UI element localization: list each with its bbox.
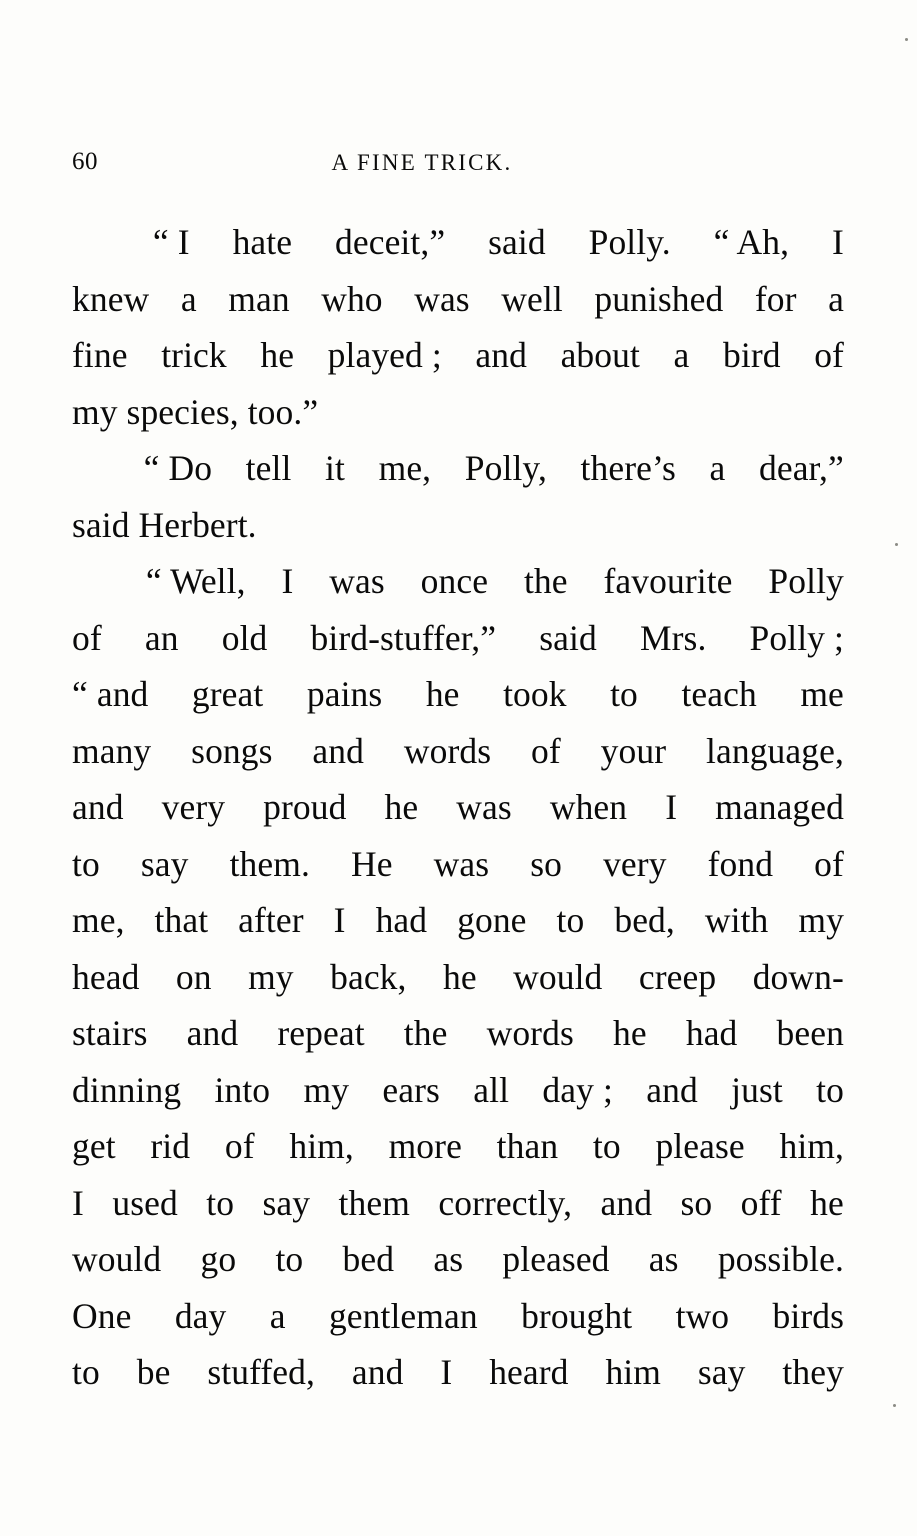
- line-word: that: [154, 900, 209, 940]
- line-word: dear,”: [758, 448, 844, 488]
- line-word: after: [238, 900, 304, 940]
- line-word: said: [488, 222, 546, 262]
- line-word: dinning: [72, 1069, 182, 1110]
- line-word: repeat: [277, 1013, 365, 1053]
- line-word: for: [754, 278, 797, 319]
- line-word: get: [72, 1126, 116, 1166]
- text-line: my species, too.”: [72, 391, 319, 432]
- line-word: bird: [723, 335, 781, 375]
- line-word: favourite: [603, 561, 733, 601]
- line-word: had: [685, 1013, 738, 1053]
- paragraph-2: [72, 440, 844, 553]
- line-word: down-: [752, 956, 844, 997]
- line-word: him: [605, 1352, 661, 1392]
- line-word: was: [433, 843, 490, 884]
- line-word: I: [832, 222, 844, 262]
- line-word: punished: [594, 278, 724, 319]
- text-line: [72, 892, 844, 949]
- line-word: him,: [289, 1126, 354, 1166]
- line-word: rid: [150, 1126, 191, 1166]
- line-word: go: [200, 1239, 237, 1279]
- line-word: possible.: [717, 1239, 844, 1279]
- line-word: fond: [707, 843, 774, 884]
- line-word: and: [646, 1069, 698, 1110]
- running-head: A FINE TRICK.: [331, 150, 513, 175]
- line-word: old: [221, 617, 268, 658]
- line-word: knew: [72, 278, 150, 319]
- line-word: many: [72, 730, 152, 771]
- line-word: and: [312, 730, 364, 771]
- line-word: I: [72, 1182, 84, 1223]
- text-line: [72, 1118, 844, 1175]
- line-word: proud: [263, 787, 347, 827]
- page-edge-speck: [893, 1404, 896, 1407]
- line-word: of: [224, 1126, 255, 1166]
- line-word: words: [403, 730, 492, 771]
- paragraph-1: [72, 214, 844, 440]
- text-line: [72, 1288, 844, 1345]
- line-word: bird-stuffer,”: [310, 617, 497, 658]
- page-number: 60: [72, 148, 98, 175]
- line-word: there’s: [580, 448, 676, 488]
- paragraph-indent: [72, 440, 110, 497]
- line-word: of: [531, 730, 561, 771]
- line-word: gone: [457, 900, 527, 940]
- line-word: correctly,: [438, 1182, 573, 1223]
- line-word: it: [325, 448, 345, 488]
- line-word: he: [442, 956, 477, 997]
- text-line: [72, 1231, 844, 1288]
- line-word: used: [112, 1182, 178, 1223]
- text-line: [72, 1175, 844, 1232]
- line-word: stairs: [72, 1013, 148, 1053]
- page-header: [72, 148, 847, 180]
- line-word: I: [281, 561, 294, 601]
- line-word: two: [675, 1295, 730, 1336]
- line-word: all: [473, 1069, 510, 1110]
- line-word: them.: [229, 843, 310, 884]
- line-word: stuffed,: [207, 1352, 315, 1392]
- line-word: great: [191, 674, 264, 714]
- line-word: to: [610, 674, 638, 714]
- line-word: and: [351, 1352, 404, 1392]
- line-word: ears: [382, 1069, 440, 1110]
- line-word: he: [384, 787, 419, 827]
- line-word: said: [539, 617, 597, 658]
- text-line: [72, 271, 844, 328]
- line-word: a: [828, 278, 844, 319]
- line-word: when: [549, 787, 628, 827]
- page-edge-speck: [905, 38, 908, 41]
- line-word: language,: [706, 730, 844, 771]
- line-word: to: [72, 843, 100, 884]
- line-word: Polly.: [588, 222, 671, 262]
- line-word: bed: [342, 1239, 395, 1279]
- line-word: played ;: [327, 335, 442, 375]
- line-word: of: [72, 617, 102, 658]
- text-line: [72, 723, 844, 780]
- line-word: to: [275, 1239, 304, 1279]
- line-word: songs: [191, 730, 273, 771]
- line-word: teach: [681, 674, 757, 714]
- paragraph-indent: [72, 553, 110, 610]
- text-line: [72, 440, 844, 497]
- paragraph-3: [72, 553, 844, 1401]
- text-line: [72, 214, 844, 271]
- line-word: head: [72, 956, 140, 997]
- line-word: trick: [161, 335, 227, 375]
- line-word: and: [600, 1182, 653, 1223]
- line-word: once: [420, 561, 489, 601]
- line-word: fine: [72, 335, 128, 375]
- line-word: heard: [489, 1352, 569, 1392]
- line-word: day ;: [542, 1069, 613, 1110]
- line-word: creep: [638, 956, 717, 997]
- line-word: would: [72, 1239, 162, 1279]
- line-word: my: [798, 900, 844, 940]
- line-word: Mrs.: [639, 617, 707, 658]
- line-word: “ and: [72, 674, 149, 714]
- line-word: I: [665, 787, 678, 827]
- line-word: him,: [779, 1126, 844, 1166]
- line-word: words: [486, 1013, 574, 1053]
- line-word: birds: [772, 1295, 844, 1336]
- line-word: say: [140, 843, 189, 884]
- line-word: man: [228, 278, 290, 319]
- line-word: a: [709, 448, 726, 488]
- line-word: me,: [72, 900, 125, 940]
- line-word: of: [814, 335, 844, 375]
- line-word: be: [136, 1352, 171, 1392]
- line-word: was: [329, 561, 385, 601]
- line-word: “ I: [152, 222, 190, 262]
- line-word: than: [496, 1126, 559, 1166]
- line-word: “ Ah,: [713, 222, 790, 262]
- line-word: back,: [330, 956, 407, 997]
- line-word: been: [776, 1013, 844, 1053]
- line-word: pleased: [502, 1239, 610, 1279]
- page-edge-speck: [895, 543, 898, 546]
- line-word: very: [603, 843, 667, 884]
- body-text: [72, 214, 844, 1401]
- line-word: my: [303, 1069, 350, 1110]
- line-word: my: [248, 956, 294, 997]
- line-word: just: [731, 1069, 783, 1110]
- line-word: with: [704, 900, 769, 940]
- line-word: pains: [306, 674, 383, 714]
- line-word: please: [655, 1126, 745, 1166]
- line-word: say: [697, 1352, 746, 1392]
- text-line: [72, 779, 844, 836]
- line-word: tell: [245, 448, 292, 488]
- text-line: [72, 1005, 844, 1062]
- line-word: Polly: [768, 561, 844, 601]
- line-word: your: [600, 730, 667, 771]
- line-word: a: [180, 278, 197, 319]
- line-word: “ Do: [143, 448, 213, 488]
- line-word: they: [782, 1352, 844, 1392]
- text-line: [72, 1062, 844, 1119]
- line-word: to: [556, 900, 585, 940]
- line-word: on: [175, 956, 212, 997]
- line-word: would: [513, 956, 603, 997]
- line-word: gentleman: [328, 1295, 478, 1336]
- line-word: managed: [715, 787, 844, 827]
- line-word: Polly ;: [749, 617, 844, 658]
- line-word: a: [269, 1295, 286, 1336]
- line-word: so: [680, 1182, 713, 1223]
- line-word: so: [530, 843, 562, 884]
- line-word: more: [388, 1126, 462, 1166]
- line-word: day: [174, 1295, 227, 1336]
- line-word: to: [72, 1352, 100, 1392]
- line-word: the: [523, 561, 568, 601]
- line-word: he: [260, 335, 295, 375]
- line-word: to: [816, 1069, 844, 1110]
- line-word: who: [321, 278, 383, 319]
- text-line: [72, 836, 844, 893]
- line-word: Polly,: [464, 448, 547, 488]
- line-word: off: [740, 1182, 782, 1223]
- line-word: say: [262, 1182, 311, 1223]
- line-word: into: [214, 1069, 271, 1110]
- line-word: and: [186, 1013, 239, 1053]
- line-word: about: [560, 335, 640, 375]
- text-line: [72, 610, 844, 667]
- line-word: an: [144, 617, 179, 658]
- line-word: bed,: [614, 900, 675, 940]
- line-word: One: [72, 1295, 132, 1336]
- line-word: He: [351, 843, 393, 884]
- line-word: he: [810, 1182, 844, 1223]
- line-word: was: [456, 787, 512, 827]
- line-word: had: [375, 900, 428, 940]
- text-line: said Herbert.: [72, 504, 257, 545]
- text-line: [72, 327, 844, 384]
- line-word: the: [403, 1013, 448, 1053]
- line-word: to: [206, 1182, 235, 1223]
- line-word: took: [503, 674, 567, 714]
- text-line: [72, 553, 844, 610]
- line-word: deceit,”: [335, 222, 446, 262]
- line-word: very: [161, 787, 226, 827]
- text-line: [72, 949, 844, 1006]
- line-word: as: [433, 1239, 464, 1279]
- paragraph-indent: [72, 214, 110, 271]
- line-word: “ Well,: [145, 561, 246, 601]
- line-word: well: [501, 278, 563, 319]
- line-word: brought: [521, 1295, 633, 1336]
- line-word: he: [613, 1013, 647, 1053]
- line-word: hate: [232, 222, 293, 262]
- text-line: [72, 666, 844, 723]
- text-line: [72, 1344, 844, 1401]
- line-word: and: [475, 335, 527, 375]
- line-word: them: [338, 1182, 410, 1223]
- line-word: was: [414, 278, 470, 319]
- line-word: I: [333, 900, 346, 940]
- line-word: a: [673, 335, 690, 375]
- line-word: of: [814, 843, 844, 884]
- line-word: me: [800, 674, 844, 714]
- line-word: he: [425, 674, 460, 714]
- line-word: to: [592, 1126, 621, 1166]
- line-word: and: [72, 787, 124, 827]
- line-word: as: [648, 1239, 679, 1279]
- line-word: I: [440, 1352, 453, 1392]
- line-word: me,: [378, 448, 432, 488]
